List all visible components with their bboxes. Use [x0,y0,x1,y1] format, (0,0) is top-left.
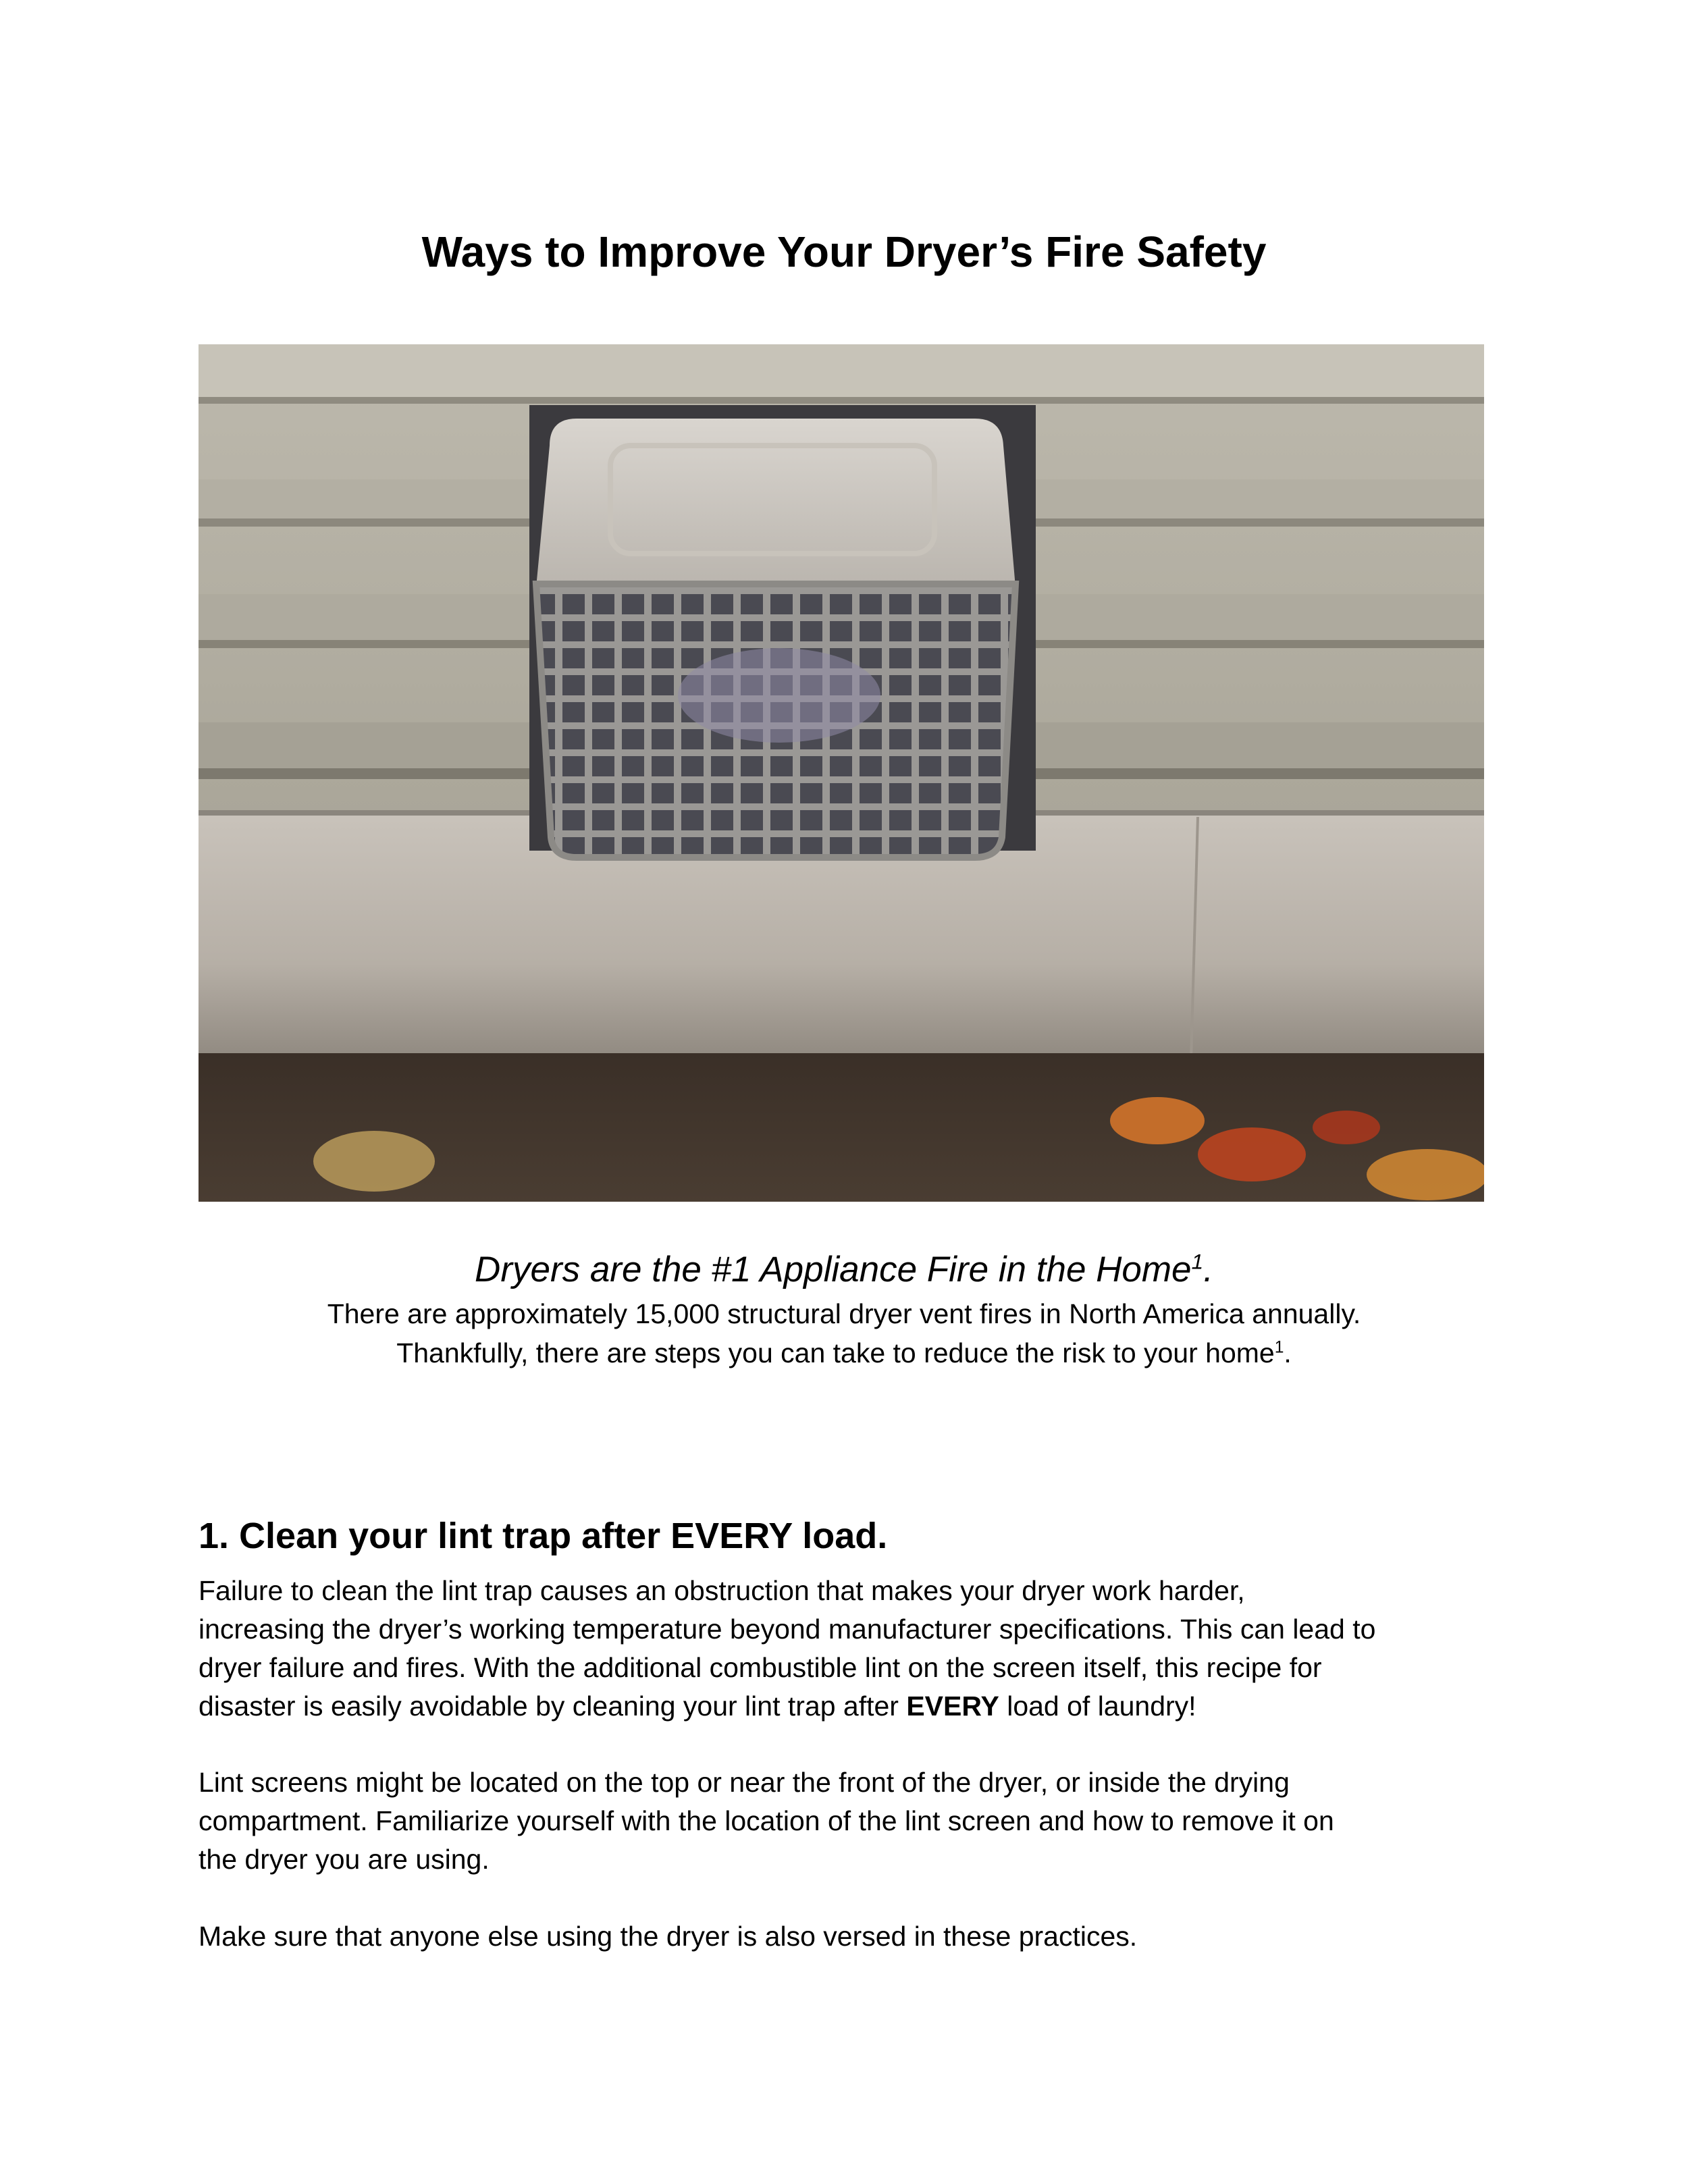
text-line: the dryer you are using. [199,1844,490,1875]
lead-statement [0,1246,1688,1294]
intro-block [0,1246,1688,1373]
text-line: increasing the dryer’s working temperature beyond manufacturer specifications. This can lead to [199,1614,1376,1645]
section-heading: 1. Clean your lint trap after EVERY load. [199,1515,888,1556]
lead-end: . [1203,1250,1213,1289]
text-line: Failure to clean the lint trap causes an obstruction that makes your dryer work harder, [199,1575,1245,1606]
paragraph-lint-trap-importance [199,1572,1495,1726]
text-line: compartment. Familiarize yourself with the location of the lint screen and how to remove it on [199,1805,1334,1836]
dryer-vent-photo [199,344,1484,1202]
text-run: disaster is easily avoidable by cleaning your lint trap after [199,1690,907,1722]
paragraph-lint-screen-location [199,1763,1495,1879]
footnote-marker: 1 [1274,1338,1284,1357]
intro-line-2 [0,1333,1688,1373]
page-title: Ways to Improve Your Dryer’s Fire Safety [421,227,1267,276]
text-line: dryer failure and fires. With the additional combustible lint on the screen itself, this recipe for [199,1652,1322,1683]
intro-line-2-text: Thankfully, there are steps you can take to reduce the risk to your home [396,1337,1275,1368]
footnote-marker: 1 [1191,1249,1204,1274]
intro-line-2-end: . [1284,1337,1292,1368]
text-line: Lint screens might be located on the top or near the front of the dryer, or inside the drying [199,1767,1290,1798]
paragraph-share-practices: Make sure that anyone else using the dryer is also versed in these practices. [199,1921,1138,1952]
intro-line-1: There are approximately 15,000 structural dryer vent fires in North America annually. [327,1298,1361,1329]
text-run: load of laundry! [999,1690,1196,1722]
text-line [199,1687,1495,1726]
lead-text: Dryers are the #1 Appliance Fire in the Home [475,1250,1192,1289]
emphasis-text: EVERY [906,1690,999,1722]
